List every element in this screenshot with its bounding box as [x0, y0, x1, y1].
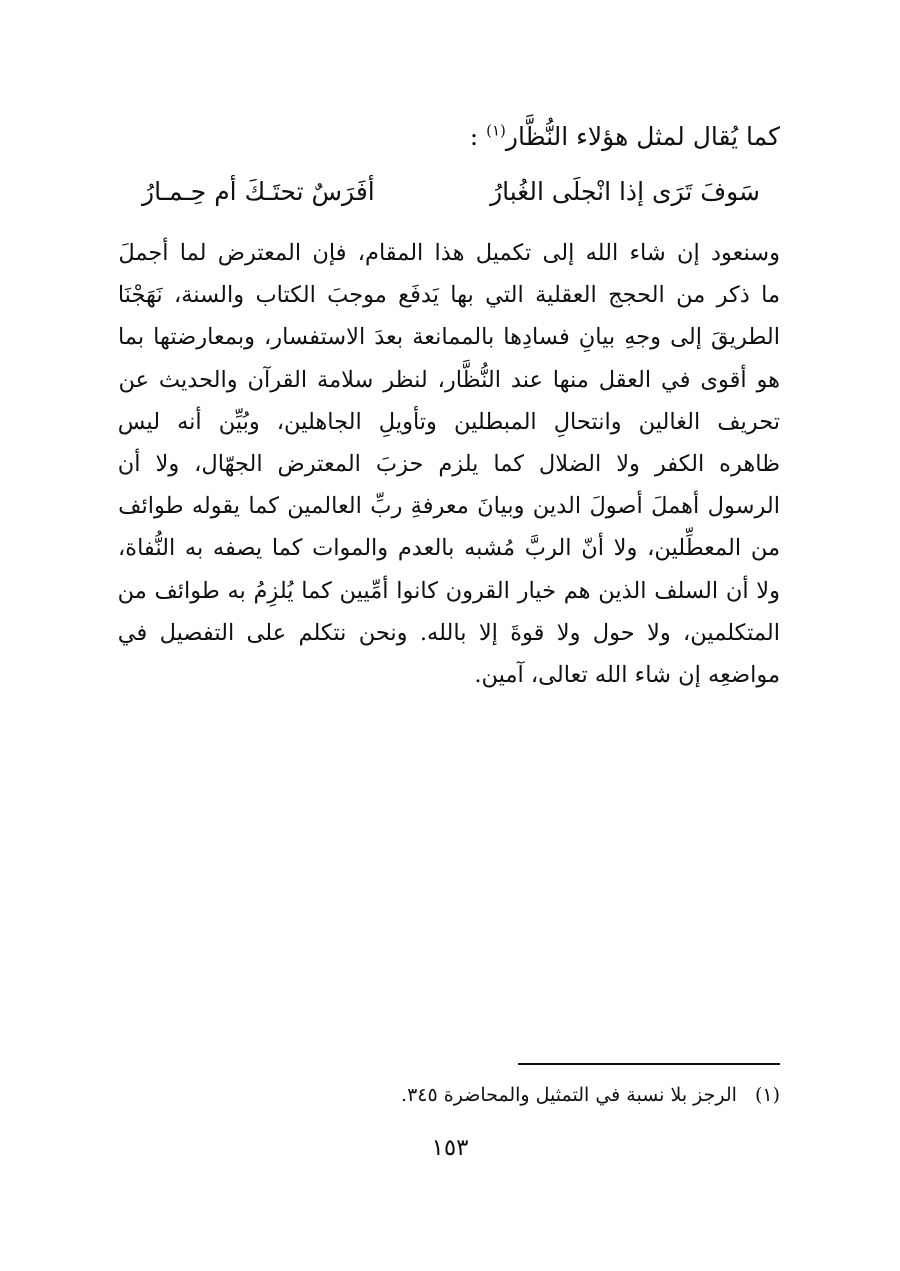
footnote-mark: (١) — [754, 1084, 780, 1106]
footnote — [120, 1080, 780, 1110]
paragraph-line: من المعطِّلين، ولا أنّ الربَّ مُشبه بالعدم والموات كما يصفه به النُّفاة، — [118, 535, 780, 562]
intro-text: كما يُقال لمثل هؤلاء النُّظَّار — [505, 122, 780, 151]
paragraph-line: ما ذكر من الحجج العقلية التي بها يَدفَع موجبَ الكتاب والسنة، نَهَجْنَا — [117, 282, 780, 309]
main-paragraph — [118, 232, 780, 696]
footnote-reference: (١) — [486, 121, 506, 140]
page-number: ١٥٣ — [431, 1135, 469, 1161]
paragraph-line: الرسول أهملَ أصولَ الدين وبيانَ معرفةِ ربِّ العالمين كما يقوله طوائف — [118, 493, 780, 520]
poetry-verse — [120, 172, 780, 212]
paragraph-line: مواضعِه إن شاء الله تعالى، آمين. — [474, 661, 780, 688]
paragraph-line: وسنعود إن شاء الله إلى تكميل هذا المقام، فإن المعترض لما أجملَ — [118, 240, 780, 266]
paragraph-line: ولا أن السلف الذين هم خيار القرون كانوا أمِّيين كما يُلزِمُ به طوائف من — [117, 577, 780, 604]
footnote-separator — [518, 1063, 780, 1065]
paragraph-line: الطريقَ إلى وجهِ بيانِ فسادِها بالممانعة بعدَ الاستفسار، وبمعارضتها بما — [118, 324, 780, 351]
footnote-text: الرجز بلا نسبة في التمثيل والمحاضرة ٣٤٥. — [401, 1084, 737, 1106]
paragraph-line: ظاهره الكفر ولا الضلال كما يلزم حزبَ المعترض الجهّال، ولا أن — [117, 450, 780, 477]
paragraph-line: هو أقوى في العقل منها عند النُّظَّار، لنظر سلامة القرآن والحديث عن — [118, 366, 780, 393]
intro-colon: : — [469, 122, 487, 151]
paragraph-line: تحريف الغالين وانتحالِ المبطلين وتأويلِ الجاهلين، وبُيِّن أنه ليس — [117, 408, 780, 435]
verse-first-hemistich: سَوفَ تَرَى إذا انْجلَى الغُبارُ — [490, 177, 760, 206]
verse-second-hemistich: أفَرَسٌ تحتَـكَ أم حِـمـارُ — [142, 177, 375, 206]
intro-line — [120, 118, 780, 156]
paragraph-line: المتكلمين، ولا حول ولا قوةَ إلا بالله. ونحن نتكلم على التفصيل في — [117, 619, 780, 646]
